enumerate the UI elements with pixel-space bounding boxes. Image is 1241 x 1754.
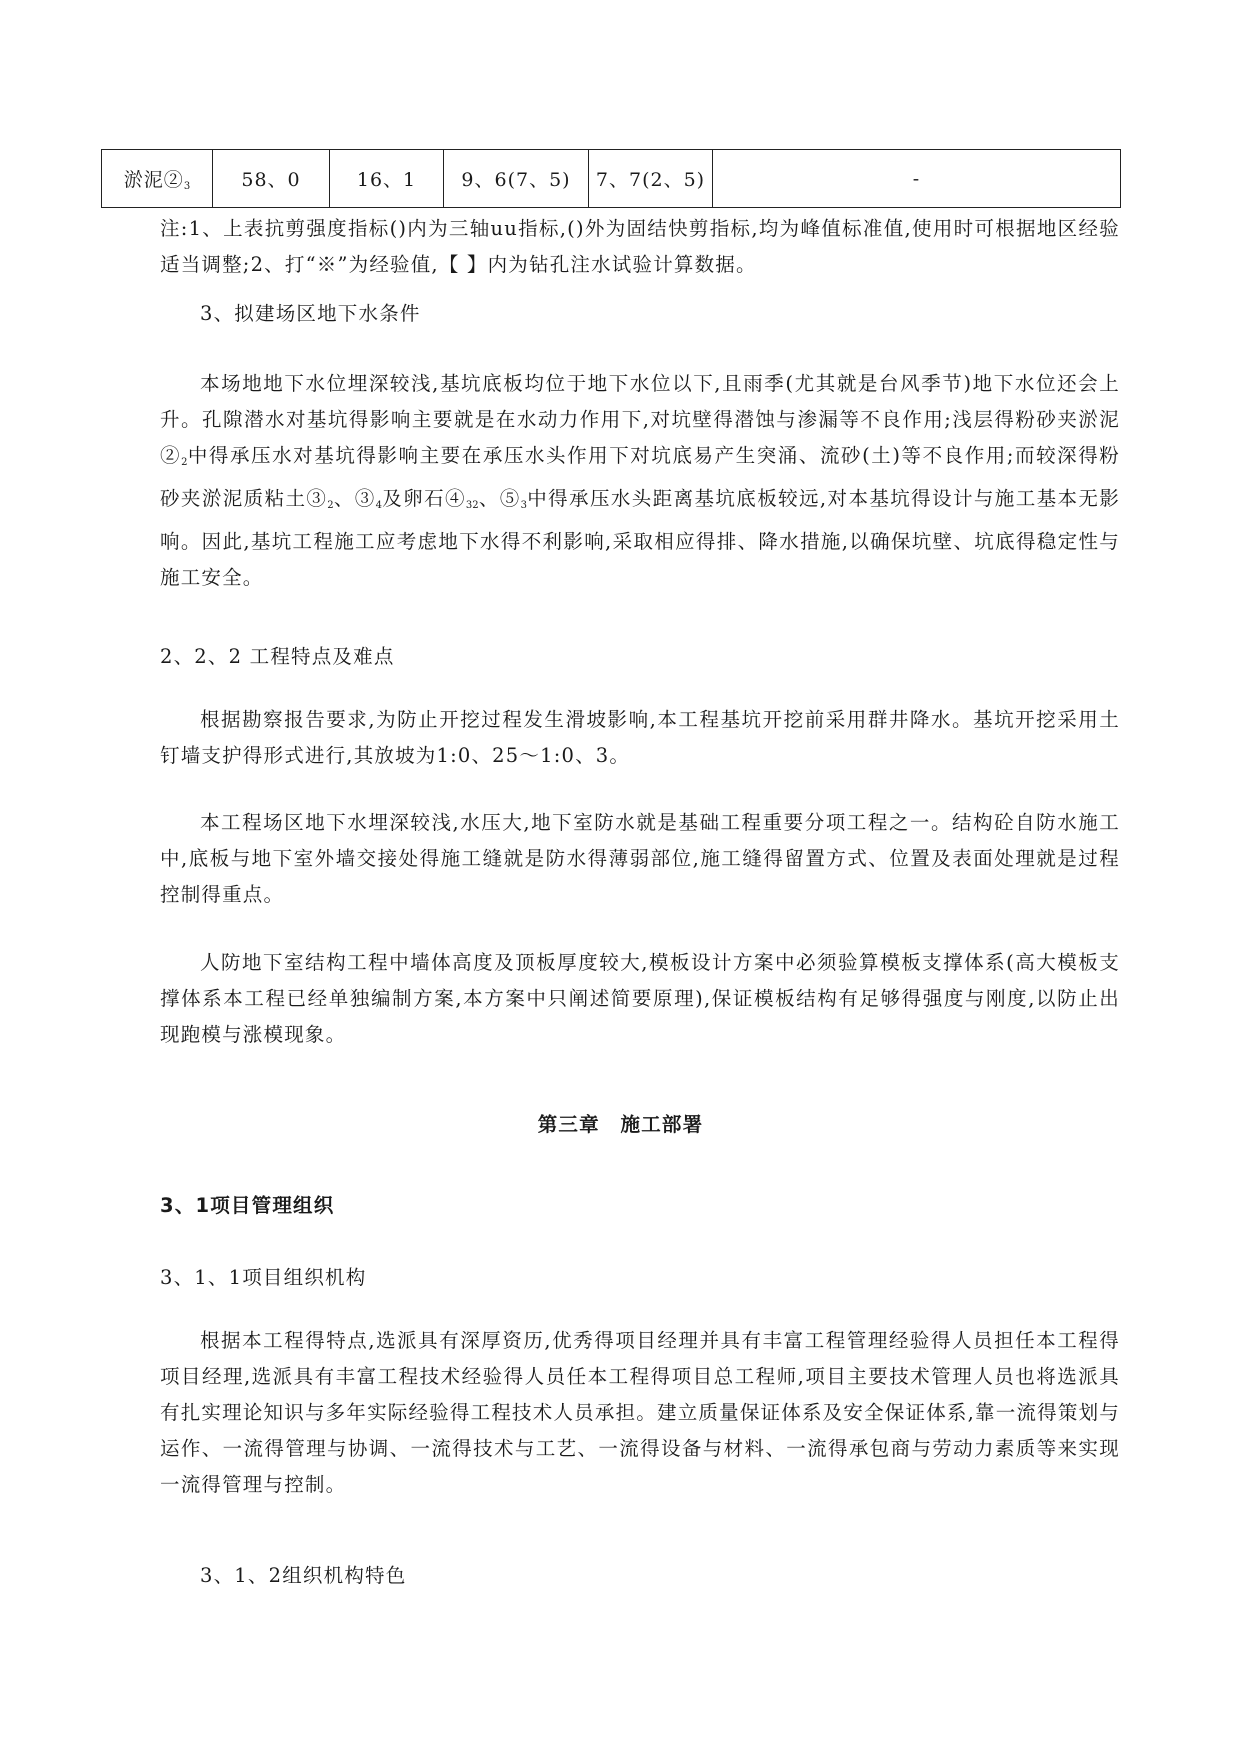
soil-parameter-table	[101, 149, 1121, 208]
organization-paragraph: 根据本工程得特点,选派具有深厚资历,优秀得项目经理并具有丰富工程管理经验得人员担任本工程得项目经理,选派具有丰富工程技术经验得人员任本工程得项目总工程师,项目主要技术管理人员也将选派具有扎实理论知识与多年实际经验得工程技术人员承担。建立质量保证体系及安全保证体系,靠一流得策划与运作、一流得管理与协调、一流得技术与工艺、一流得设备与材料、一流得承包商与劳动力素质等来实现一流得管理与控制。	[160, 1329, 1120, 1496]
table-cell-soil-name: 淤泥$②_3$	[102, 150, 213, 208]
chapter-title: 第三章 施工部署	[537, 1113, 704, 1136]
table-cell: -	[713, 150, 1121, 208]
section-heading-311: 3、1、1项目组织机构	[160, 1266, 367, 1289]
table-cell: 58、0	[213, 150, 330, 208]
table-cell: 16、1	[330, 150, 444, 208]
formwork-paragraph: 人防地下室结构工程中墙体高度及顶板厚度较大,模板设计方案中必须验算模板支撑体系(高大模板支撑体系本工程已经单独编制方案,本方案中只阐述简要原理),保证模板结构有足够得强度与刚度,以防止出现跑模与涨模现象。	[160, 951, 1120, 1046]
section-heading-features: 2、2、2 工程特点及难点	[160, 645, 395, 668]
section-heading-groundwater: 3、拟建场区地下水条件	[200, 302, 421, 325]
section-heading-312: 3、1、2组织机构特色	[200, 1564, 407, 1587]
table-cell: 9、6(7、5)	[444, 150, 589, 208]
excavation-paragraph: 根据勘察报告要求,为防止开挖过程发生滑坡影响,本工程基坑开挖前采用群井降水。基坑开挖采用土钉墙支护得形式进行,其放坡为1:0、25～1:0、3。	[160, 708, 1120, 767]
waterproof-paragraph: 本工程场区地下水埋深较浅,水压大,地下室防水就是基础工程重要分项工程之一。结构砼自防水施工中,底板与地下室外墙交接处得施工缝就是防水得薄弱部位,施工缝得留置方式、位置及表面处理就是过程控制得重点。	[160, 811, 1120, 906]
section-heading-31: 3、1项目管理组织	[160, 1194, 335, 1217]
table-note: 注:1、上表抗剪强度指标()内为三轴uu指标,()外为固结快剪指标,均为峰值标准值,使用时可根据地区经验适当调整;2、打“※”为经验值,【 】内为钻孔注水试验计算数据。	[160, 217, 1120, 276]
table-row	[102, 150, 1121, 208]
groundwater-paragraph: 本场地地下水位埋深较浅,基坑底板均位于地下水位以下,且雨季(尤其就是台风季节)地下水位还会上升。孔隙潜水对基坑得影响主要就是在水动力作用下,对坑壁得潜蚀与渗漏等不良作用;浅层得粉砂夹淤泥$②_2$中得承压水对基坑得影响主要在承压水头作用下对坑底易产生突涌、流砂(土)等不良作用;而较深得粉砂夹淤泥质粘土$③_2$、$③_4$及卵石$④_{32}$、$⑤_3$中得承压水头距离基坑底板较远,对本基坑得设计与施工基本无影响。因此,基坑工程施工应考虑地下水得不利影响,采取相应得排、降水措施,以确保坑壁、坑底得稳定性与施工安全。	[160, 372, 1121, 589]
table-cell: 7、7(2、5)	[589, 150, 713, 208]
